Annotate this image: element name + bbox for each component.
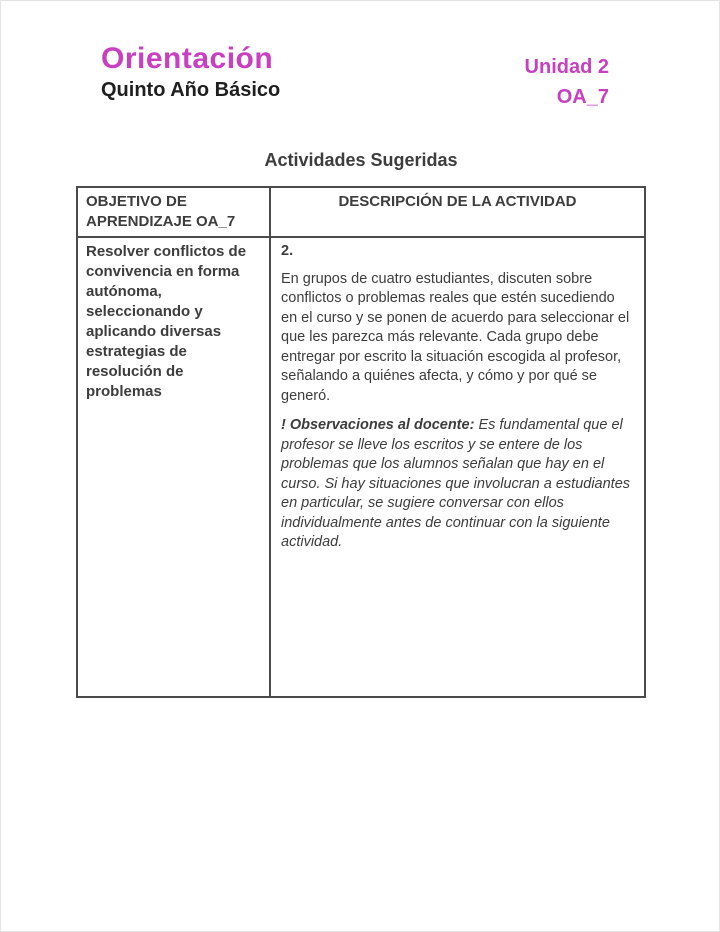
section-title: Actividades Sugeridas xyxy=(264,150,458,170)
activity-number: 2. xyxy=(281,243,294,259)
description-column-header: DESCRIPCIÓN DE LA ACTIVIDAD xyxy=(270,187,645,237)
objective-cell: Resolver conflictos de convivencia en forma autónoma, seleccionando y aplicando diversas estrategias de resolución de problemas xyxy=(77,237,270,697)
subject-title: Orientación xyxy=(101,42,274,75)
header-right xyxy=(525,52,609,112)
teacher-note-label: ! Observaciones al docente: xyxy=(281,417,475,433)
activities-table xyxy=(76,186,646,698)
teacher-note xyxy=(281,416,634,553)
activity-description: En grupos de cuatro estudiantes, discuten sobre conflictos o problemas reales que estén sucediendo en el curso y se ponen de acuerdo para seleccionar el que les parezca más relevante. Cada grupo debe entregar por escrito la situación escogida al profesor, señalando a quiénes afecta, y cómo y por qué se generó. xyxy=(281,270,630,404)
table-header-row xyxy=(77,187,645,237)
oa-label: OA_7 xyxy=(556,86,609,108)
objective-column-header: OBJETIVO DE APRENDIZAJE OA_7 xyxy=(77,187,270,237)
table-body-row xyxy=(77,237,645,697)
grade-subtitle: Quinto Año Básico xyxy=(101,79,281,101)
teacher-note-text: Es fundamental que el profesor se lleve los escritos y se entere de los problemas que los alumnos señalan que hay en el curso. Si hay situaciones que involucran a estudiantes en particular, se sugiere conversar con ellos individualmente antes de continuar con la siguiente actividad. xyxy=(281,417,631,550)
description-cell xyxy=(270,237,645,697)
unit-label: Unidad 2 xyxy=(524,56,609,78)
header-left xyxy=(101,42,280,102)
